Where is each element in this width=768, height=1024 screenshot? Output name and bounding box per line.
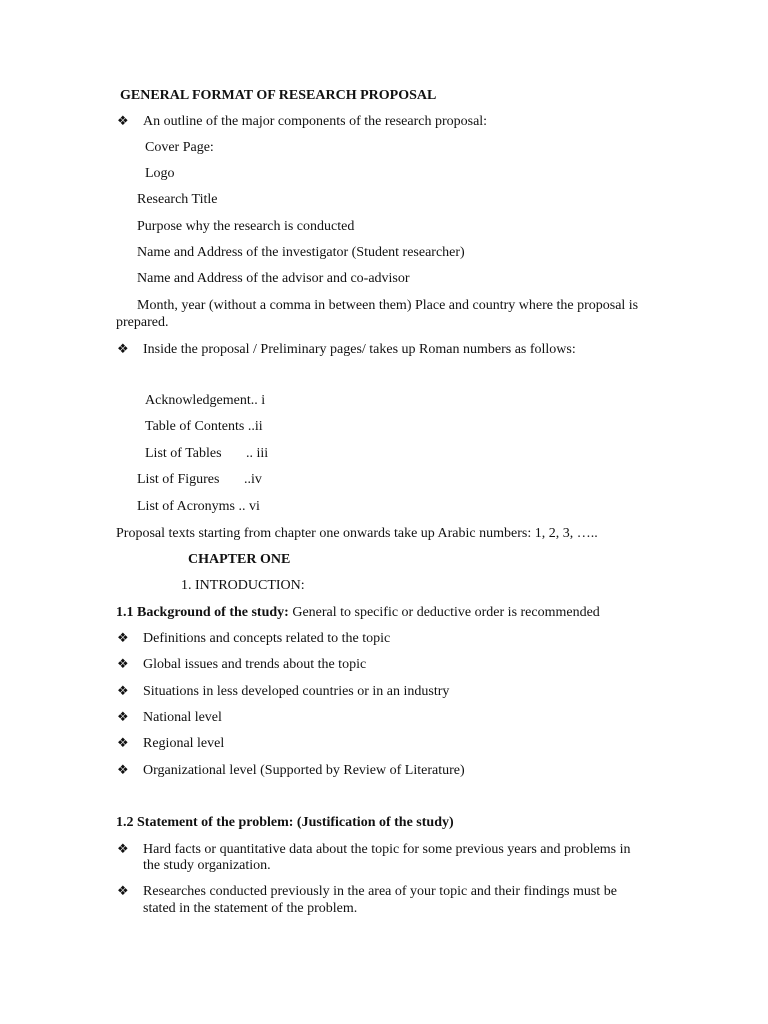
diamond-bullet-icon: ❖ — [117, 684, 129, 699]
background-label: 1.1 Background of the study: — [116, 605, 289, 620]
statement-bullet-line: Hard facts or quantitative data about the topic for some previous years and problems in — [143, 842, 631, 857]
background-bullet: Situations in less developed countries or in an industry — [143, 684, 450, 699]
preliminary-item: List of Acronyms .. vi — [137, 499, 260, 514]
background-heading — [116, 604, 600, 621]
diamond-bullet-icon: ❖ — [117, 763, 129, 778]
outline-cover-page: Cover Page: — [145, 140, 214, 155]
outline-intro: An outline of the major components of the research proposal: — [143, 114, 488, 129]
outline-investigator: Name and Address of the investigator (Student researcher) — [137, 245, 465, 260]
preliminary-intro: Inside the proposal / Preliminary pages/ takes up Roman numbers as follows: — [143, 342, 576, 357]
diamond-bullet-icon: ❖ — [117, 884, 129, 899]
diamond-bullet-icon: ❖ — [117, 710, 129, 725]
background-text: General to specific or deductive order is recommended — [288, 605, 600, 620]
diamond-bullet-icon: ❖ — [117, 842, 129, 857]
background-bullet: Global issues and trends about the topic — [143, 657, 367, 672]
diamond-bullet-icon: ❖ — [117, 631, 129, 646]
chapter-subheading: 1. INTRODUCTION: — [181, 578, 305, 593]
diamond-bullet-icon: ❖ — [117, 657, 129, 672]
outline-purpose: Purpose why the research is conducted — [137, 219, 355, 234]
outline-advisor: Name and Address of the advisor and co-advisor — [137, 271, 410, 286]
outline-month-line2: prepared. — [116, 315, 169, 330]
statement-heading: 1.2 Statement of the problem: (Justification of the study) — [116, 815, 454, 830]
background-bullet: Regional level — [143, 736, 225, 751]
outline-logo: Logo — [145, 166, 175, 181]
outline-month-line1: Month, year (without a comma in between them) Place and country where the proposal is — [137, 298, 639, 313]
statement-bullet-line: the study organization. — [143, 858, 271, 873]
background-bullet: National level — [143, 710, 222, 725]
document-title: GENERAL FORMAT OF RESEARCH PROPOSAL — [120, 88, 437, 103]
statement-bullet-line: stated in the statement of the problem. — [143, 901, 358, 916]
arabic-numbers-note: Proposal texts starting from chapter one onwards take up Arabic numbers: 1, 2, 3, ….. — [116, 526, 598, 541]
preliminary-item: Acknowledgement.. i — [145, 393, 266, 408]
chapter-heading: CHAPTER ONE — [188, 552, 291, 567]
background-bullet: Definitions and concepts related to the topic — [143, 631, 391, 646]
preliminary-item: List of Tables .. iii — [145, 446, 269, 461]
background-bullet: Organizational level (Supported by Review of Literature) — [143, 763, 465, 778]
statement-bullet-line: Researches conducted previously in the area of your topic and their findings must be — [143, 884, 617, 899]
outline-research-title: Research Title — [137, 192, 218, 207]
preliminary-item: Table of Contents ..ii — [145, 419, 263, 434]
diamond-bullet-icon: ❖ — [117, 342, 129, 357]
diamond-bullet-icon: ❖ — [117, 114, 129, 129]
preliminary-item: List of Figures ..iv — [137, 472, 262, 487]
diamond-bullet-icon: ❖ — [117, 736, 129, 751]
